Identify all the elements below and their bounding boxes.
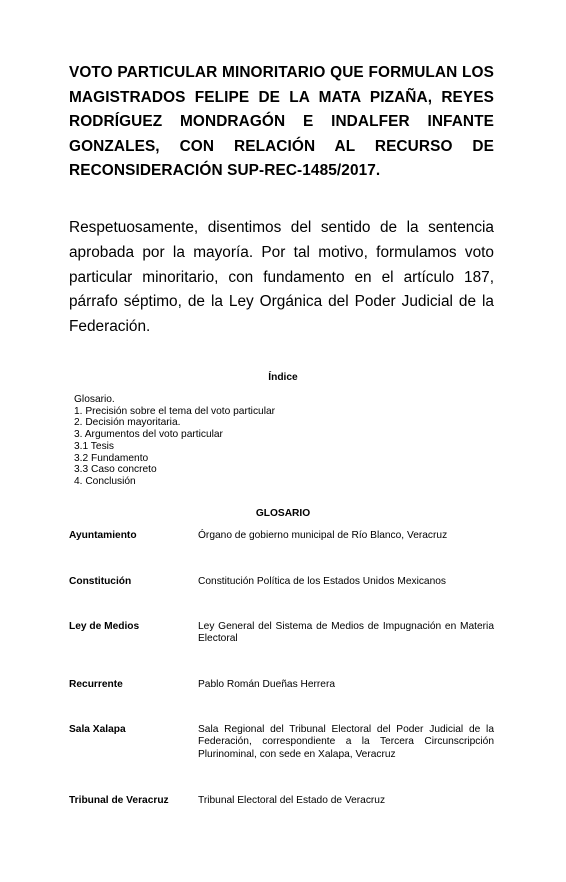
glossary-definition: Sala Regional del Tribunal Electoral del Poder Judicial de la Federación, correspondiente a la Tercera Circunscripción Plurinominal, con sede en Xalapa, Veracruz [198,724,494,760]
intro-paragraph: Respetuosamente, disentimos del sentido de la sentencia aprobada por la mayoría. Por tal motivo, formulamos voto particular minoritario, con fundamento en el artículo 187, párrafo séptimo, de la Ley Orgánica del Poder Judicial de la Federación. [69,219,494,336]
index-item: 3.3 Caso concreto [74,464,157,476]
index-item: 1. Precisión sobre el tema del voto particular [74,405,276,417]
glossary-definition: Ley General del Sistema de Medios de Impugnación en Materia Electoral [198,621,494,645]
glossary-definition: Constitución Política de los Estados Unidos Mexicanos [198,576,447,587]
index-item: Glosario. [74,394,115,405]
glossary-definition: Tribunal Electoral del Estado de Veracruz [198,795,386,806]
document-title: VOTO PARTICULAR MINORITARIO QUE FORMULAN LOS MAGISTRADOS FELIPE DE LA MATA PIZAÑA, REYES RODRÍGUEZ MONDRAGÓN E INDALFER INFANTE GONZALES, CON RELACIÓN AL RECURSO DE RECONSIDERACIÓN SUP-REC-1485/2017. [69,64,494,180]
index-item: 4. Conclusión [74,475,136,487]
glossary-term: Ayuntamiento [69,530,137,541]
glossary-definition: Pablo Román Dueñas Herrera [198,679,336,690]
index-item: 3. Argumentos del voto particular [74,429,223,441]
glossary-term: Tribunal de Veracruz [69,795,169,806]
glossary-term: Ley de Medios [69,621,140,632]
glossary-term: Recurrente [69,679,123,690]
glossary-term: Constitución [69,576,132,587]
glossary-definition: Órgano de gobierno municipal de Río Blanco, Veracruz [198,530,448,541]
index-heading: Índice [268,372,298,383]
glossary-term: Sala Xalapa [69,724,126,735]
index-item: 3.2 Fundamento [74,452,149,464]
glossary-heading: GLOSARIO [255,508,311,519]
index-item: 3.1 Tesis [74,440,115,452]
index-list [74,394,275,488]
index-item: 2. Decisión mayoritaria. [74,417,181,429]
